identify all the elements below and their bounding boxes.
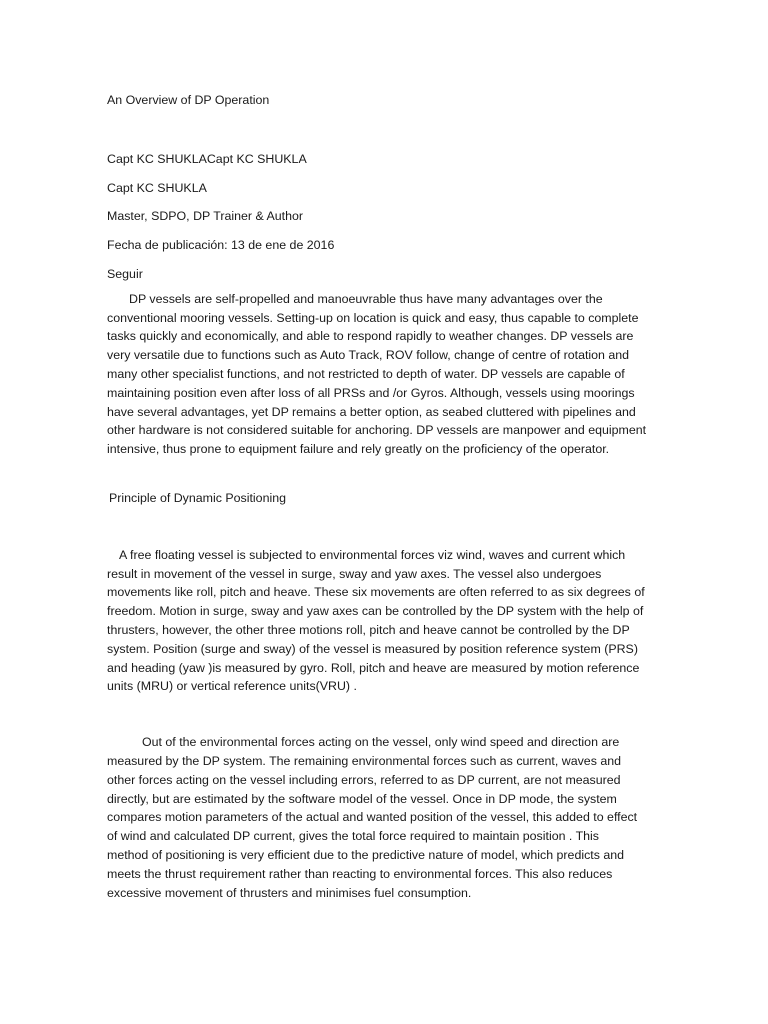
paragraph-line: measured by the DP system. The remaining environmental forces such as current, waves and: [107, 753, 621, 768]
paragraph-line: very versatile due to functions such as Auto Track, ROV follow, change of centre of rotation and: [107, 348, 630, 363]
paragraph-line: tasks quickly and economically, and able to respond rapidly to weather changes. DP vessels are: [107, 329, 634, 344]
paragraph-line: directly, but are estimated by the software model of the vessel. Once in DP mode, the system: [107, 791, 617, 806]
paragraph-line: movements like roll, pitch and heave. These six movements are often referred to as six degrees of: [107, 585, 645, 600]
paragraph-spacer: [107, 696, 672, 733]
paragraph-line: conventional mooring vessels. Setting-up on location is quick and easy, thus capable to complete: [107, 310, 639, 325]
paragraph-line: A free floating vessel is subjected to environmental forces viz wind, waves and current which: [119, 547, 626, 562]
paragraph-line: system. Position (surge and sway) of the vessel is measured by position reference system (PRS): [107, 641, 638, 656]
paragraph-line: freedom. Motion in surge, sway and yaw axes can be controlled by the DP system with the help of: [107, 604, 644, 619]
paragraph-line: have several advantages, yet DP remains a better option, as seabed cluttered with pipelines and: [107, 404, 636, 419]
paragraph-line: method of positioning is very efficient due to the predictive nature of model, which predicts and: [107, 847, 625, 862]
paragraph-line: excessive movement of thrusters and minimises fuel consumption.: [107, 885, 472, 900]
paragraph-line: result in movement of the vessel in surge, sway and yaw axes. The vessel also undergoes: [107, 566, 602, 581]
paragraph-line: maintaining position even after loss of all PRSs and /or Gyros. Although, vessels using moorings: [107, 385, 635, 400]
paragraph-line: other hardware is not considered suitable for anchoring. DP vessels are manpower and equipment: [107, 423, 647, 438]
paragraph-line: of wind and calculated DP current, gives the total force required to maintain position . This: [107, 829, 599, 844]
paragraph-line: other forces acting on the vessel including errors, referred to as DP current, are not measured: [107, 772, 621, 787]
paragraph-line: DP vessels are self-propelled and manoeuvrable thus have many advantages over the: [129, 291, 603, 306]
author-role: Master, SDPO, DP Trainer & Author: [107, 209, 304, 224]
paragraph-line: and heading (yaw )is measured by gyro. Roll, pitch and heave are measured by motion reference: [107, 660, 640, 675]
paragraph-forces: [107, 733, 672, 902]
paragraph-line: thrusters, however, the other three motions roll, pitch and heave cannot be controlled by the DP: [107, 622, 630, 637]
document-title: An Overview of DP Operation: [107, 93, 270, 107]
publication-date: Fecha de publicación: 13 de ene de 2016: [107, 238, 335, 253]
paragraph-line: Out of the environmental forces acting on the vessel, only wind speed and direction are: [142, 735, 620, 750]
paragraph-line: compares motion parameters of the actual and wanted position of the vessel, this added to effect: [107, 810, 638, 825]
paragraph-line: meets the thrust requirement rather than reacting to environmental forces. This also reduces: [107, 866, 613, 881]
paragraph-line: units (MRU) or vertical reference units(VRU) .: [107, 679, 357, 694]
paragraph-principle: [107, 546, 672, 696]
section-heading: Principle of Dynamic Positioning: [109, 490, 286, 505]
author-line: Capt KC SHUKLACapt KC SHUKLA: [107, 151, 307, 166]
paragraph-line: intensive, thus prone to equipment failure and rely greatly on the proficiency of the operator.: [107, 442, 610, 457]
author-name: Capt KC SHUKLA: [107, 180, 207, 195]
follow-link[interactable]: Seguir: [107, 266, 143, 281]
paragraph-line: many other specialist functions, and not restricted to depth of water. DP vessels are capable of: [107, 366, 625, 381]
paragraph-intro: [107, 290, 672, 459]
